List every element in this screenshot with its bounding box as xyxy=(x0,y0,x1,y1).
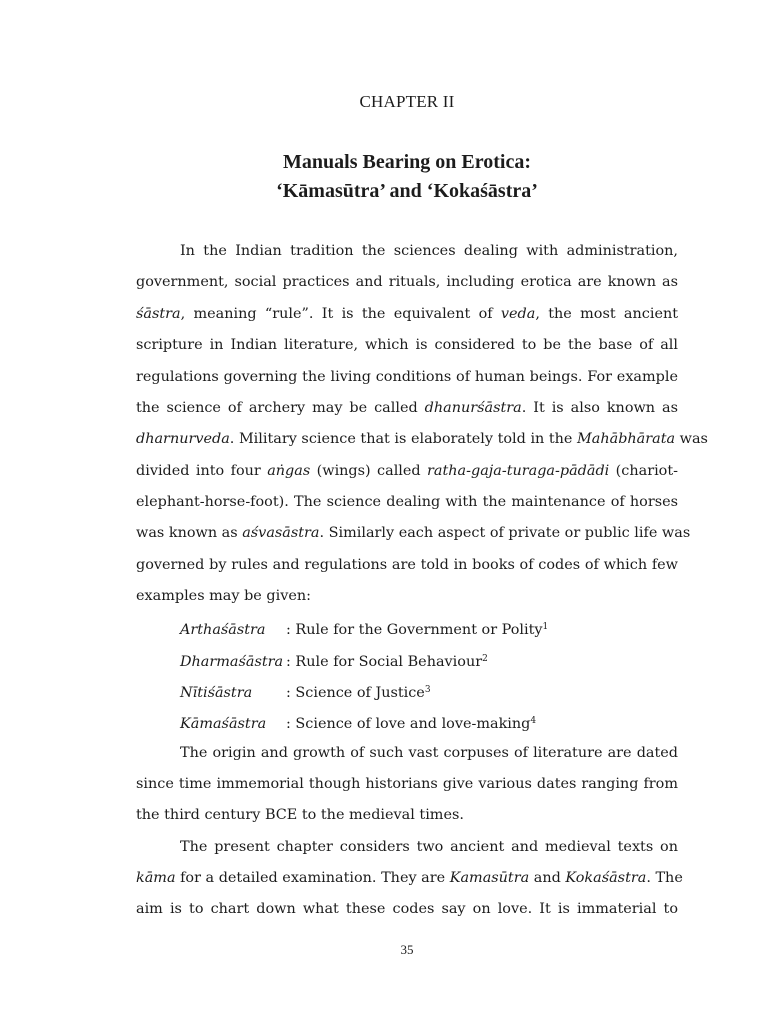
paragraph-2-line: since time immemorial though historians give various dates ranging from xyxy=(136,776,678,792)
code-list-item xyxy=(180,711,536,734)
footnote-marker: 3 xyxy=(424,685,431,695)
paragraph-1-line: śāstra, meaning “rule”. It is the equivalent of veda, the most ancient xyxy=(136,306,679,322)
code-list-item xyxy=(180,649,488,672)
chapter-title-line-1: Manuals Bearing on Erotica: xyxy=(283,151,531,173)
paragraph-1-line: examples may be given: xyxy=(136,588,311,604)
footnote-marker: 4 xyxy=(530,716,537,726)
footnote-marker: 1 xyxy=(542,622,549,632)
code-list-item xyxy=(180,680,431,703)
code-term: Nītiśāstra xyxy=(180,685,253,701)
code-term: Arthaśāstra xyxy=(180,622,266,638)
paragraph-3-line: The present chapter considers two ancient and medieval texts on xyxy=(180,839,678,855)
paragraph-1-line: was known as aśvasāstra. Similarly each aspect of private or public life was xyxy=(136,525,691,541)
paragraph-1-line: government, social practices and rituals, including erotica are known as xyxy=(136,274,678,290)
page-number: 35 xyxy=(400,942,414,957)
paragraph-3-line: kāma for a detailed examination. They are Kamasūtra and Kokaśāstra. The xyxy=(136,870,683,886)
paragraph-2-line: the third century BCE to the medieval times. xyxy=(136,807,464,823)
book-page xyxy=(136,0,708,1024)
footnote-marker: 2 xyxy=(482,654,488,664)
paragraph-1-line: In the Indian tradition the sciences dealing with administration, xyxy=(180,243,678,259)
paragraph-1-line: dharnurveda. Military science that is elaborately told in the Mahābhārata was xyxy=(136,431,708,447)
code-description: : Science of Justice xyxy=(286,685,425,701)
paragraph-1-line: regulations governing the living conditions of human beings. For example xyxy=(136,369,678,385)
chapter-heading: CHAPTER II xyxy=(359,92,455,111)
code-term: Kāmaśāstra xyxy=(180,716,267,732)
chapter-title-line-2: ‘Kāmasūtra’ and ‘Kokaśāstra’ xyxy=(276,180,538,202)
code-description: : Rule for Social Behaviour xyxy=(286,654,483,670)
paragraph-1-line: scripture in Indian literature, which is considered to be the base of all xyxy=(136,337,678,353)
code-description: : Rule for the Government or Polity xyxy=(286,622,543,638)
paragraph-1-line: elephant-horse-foot). The science dealing with the maintenance of horses xyxy=(136,494,678,510)
paragraph-2-line: The origin and growth of such vast corpuses of literature are dated xyxy=(180,745,678,761)
paragraph-1-line: divided into four aṅgas (wings) called ratha-gaja-turaga-pādādi (chariot- xyxy=(136,463,678,479)
code-list-item xyxy=(180,617,548,640)
code-term: Dharmaśāstra xyxy=(180,654,284,670)
paragraph-1-line: governed by rules and regulations are told in books of codes of which few xyxy=(136,557,678,573)
code-description: : Science of love and love-making xyxy=(286,716,531,732)
paragraph-1-line: the science of archery may be called dhanurśāstra. It is also known as xyxy=(136,400,678,416)
paragraph-3-line: aim is to chart down what these codes say on love. It is immaterial to xyxy=(136,901,678,917)
